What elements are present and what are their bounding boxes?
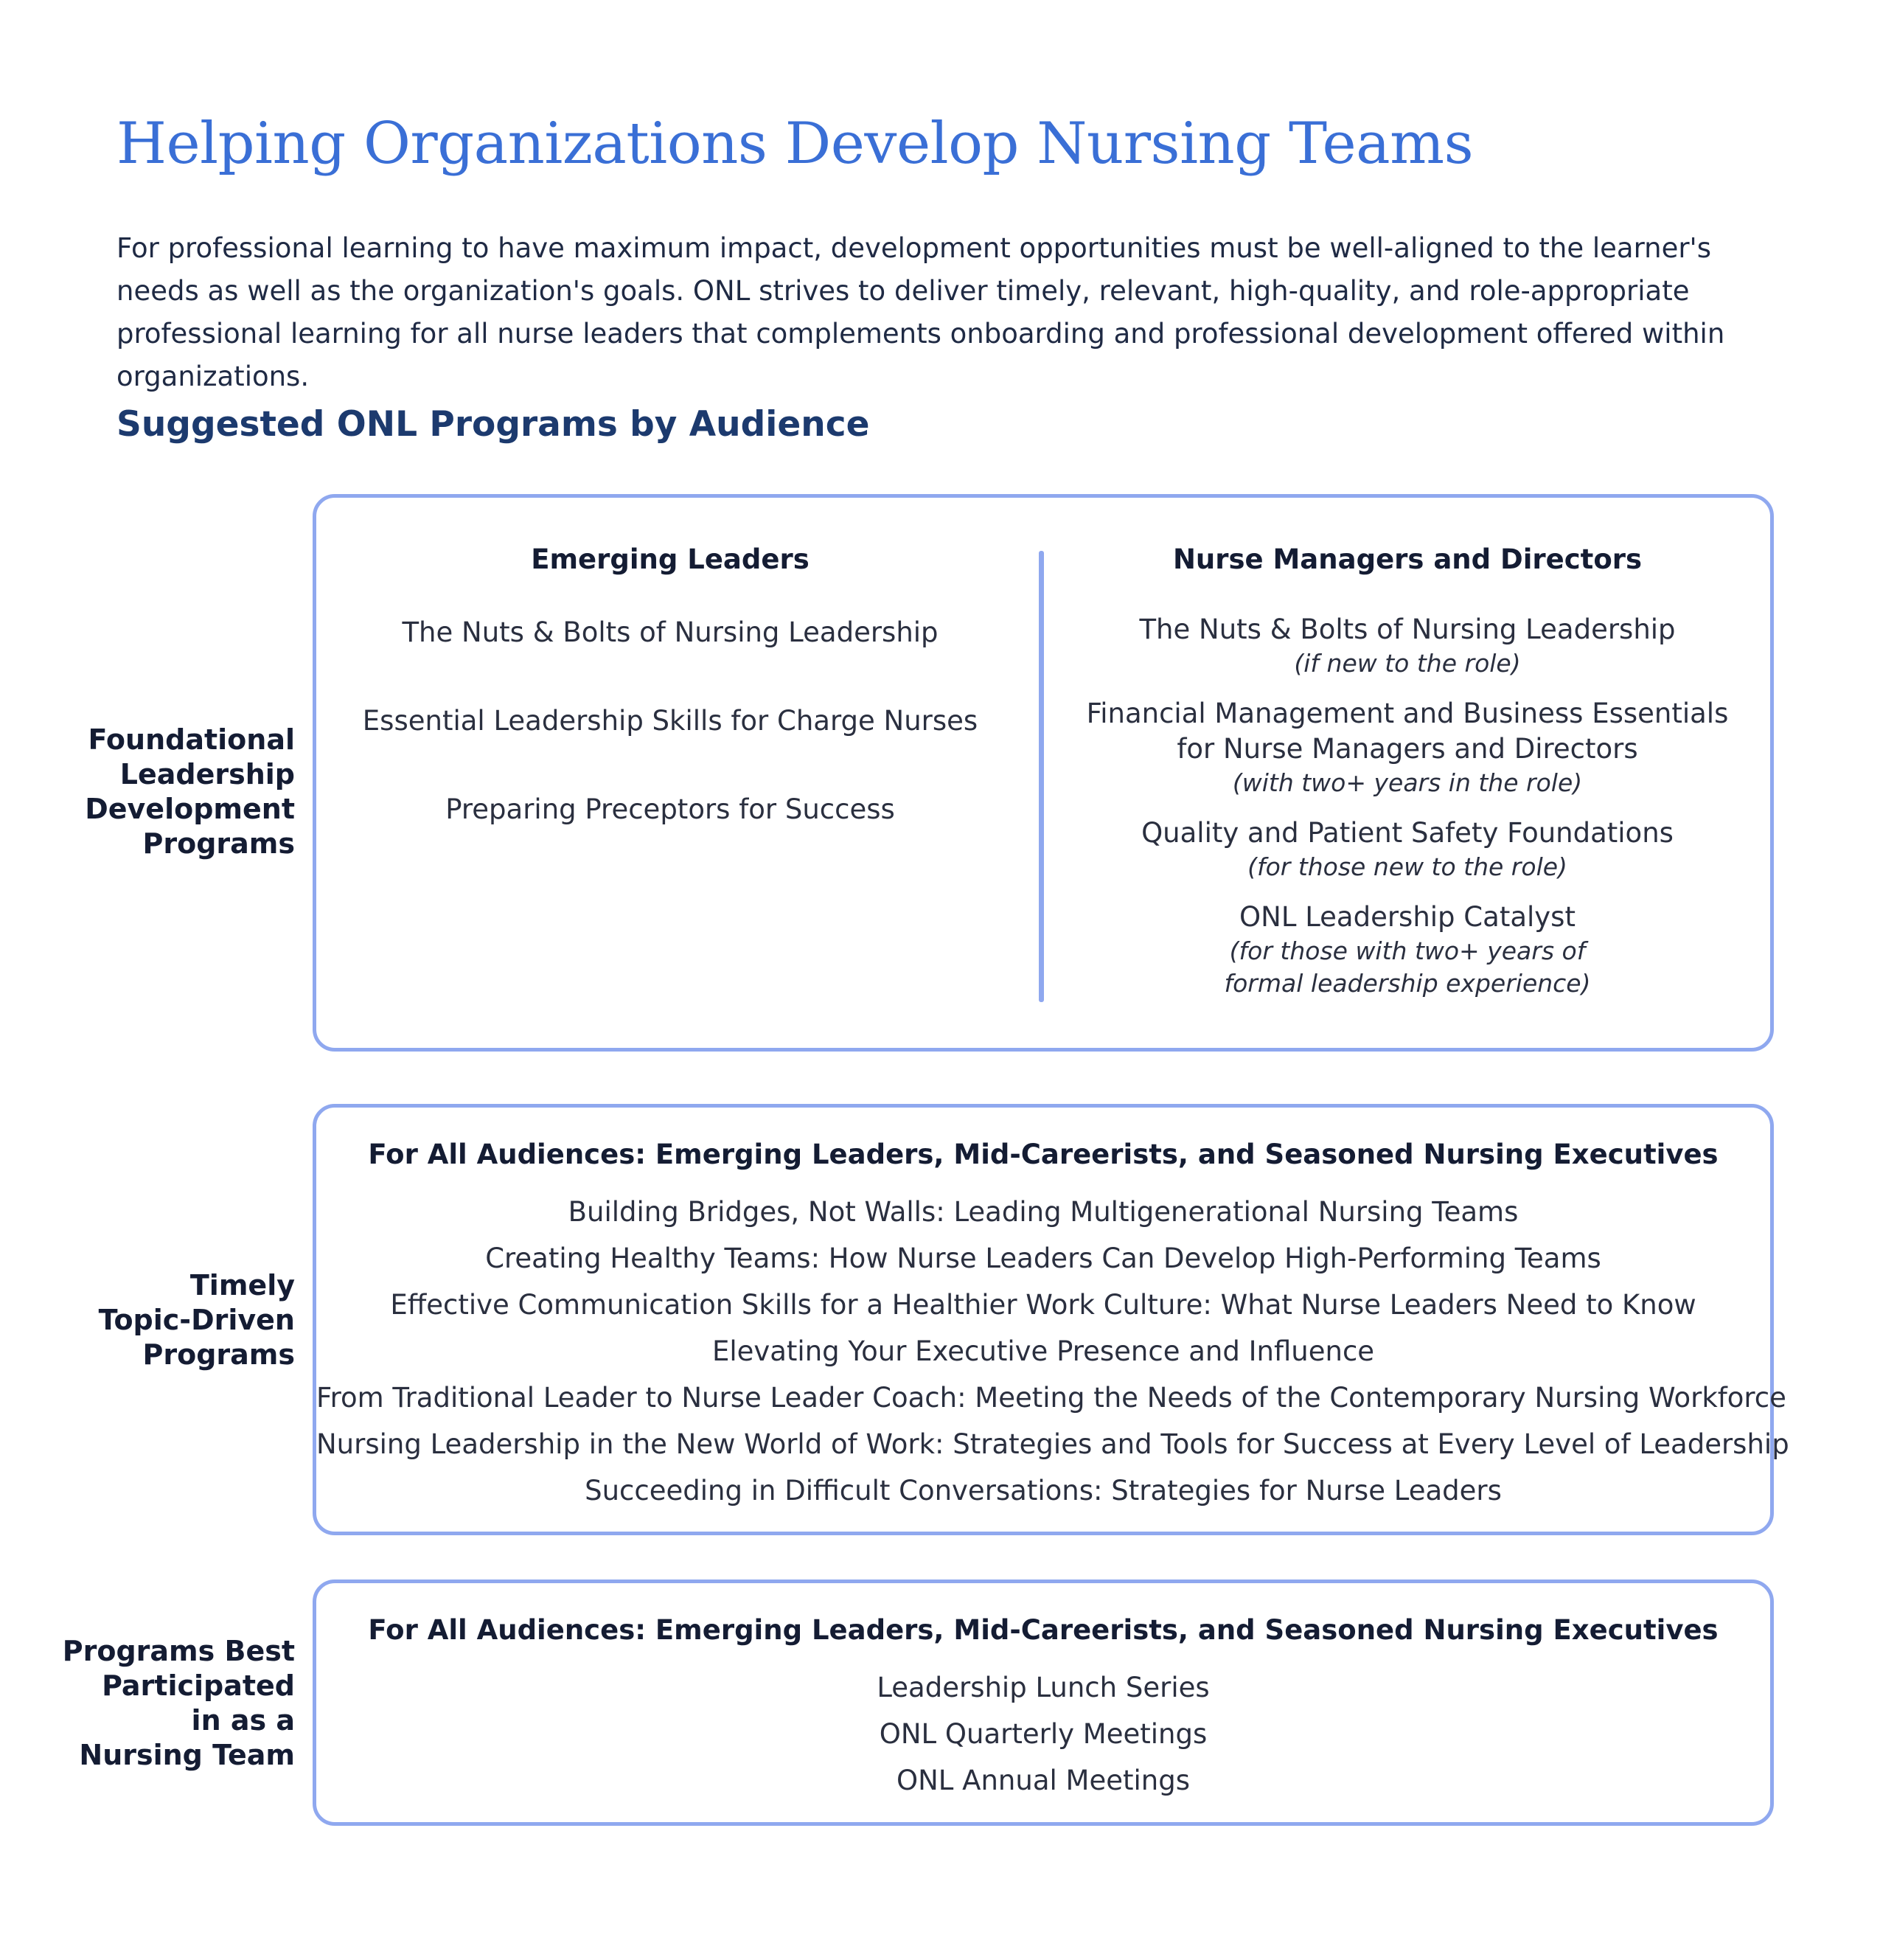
row-label-line: Foundational [88, 723, 295, 756]
row-label-line: Topic-Driven [98, 1304, 295, 1336]
program-note: (for those new to the role) [1247, 852, 1567, 881]
program-entry [1061, 612, 1754, 680]
timely-programs-box [313, 1104, 1789, 1535]
program-entry [1061, 816, 1754, 883]
program-item: Preparing Preceptors for Success [445, 793, 895, 825]
program-item: Leadership Lunch Series [877, 1672, 1210, 1703]
team-programs-box [313, 1580, 1774, 1826]
row-label-line: Timely [189, 1269, 295, 1302]
program-entry [1061, 900, 1754, 1000]
program-item: Building Bridges, Not Walls: Leading Multigenerational Nursing Teams [568, 1196, 1519, 1228]
program-note: formal leadership experience) [1224, 969, 1591, 998]
managers-directors-heading: Nurse Managers and Directors [1172, 543, 1643, 575]
intro-paragraph: For professional learning to have maximum impact, development opportunities must be well-aligned to the learner's needs as well as the organization's goals. ONL strives to deliver timely, relevant, high-quality, and role-appropriate professional learning for all nurse leaders that complements onboarding and professional development offered within organizations. [116, 232, 1725, 392]
program-note: (with two+ years in the role) [1232, 768, 1583, 797]
managers-directors-column [1061, 543, 1754, 1000]
emerging-leaders-heading: Emerging Leaders [531, 543, 810, 575]
foundational-programs-box [313, 494, 1774, 1052]
program-item: ONL Annual Meetings [896, 1765, 1190, 1796]
row-label-timely [44, 1268, 295, 1372]
program-item: The Nuts & Bolts of Nursing Leadership [402, 616, 939, 648]
row-label-line: Programs [142, 1338, 295, 1371]
program-item: Succeeding in Difficult Conversations: Strategies for Nurse Leaders [585, 1475, 1502, 1507]
program-item: From Traditional Leader to Nurse Leader Coach: Meeting the Needs of the Contemporary Nursing Workforce [316, 1382, 1786, 1414]
program-note: (if new to the role) [1294, 649, 1521, 678]
row-label-line: Development [85, 793, 295, 825]
team-audience-heading: For All Audiences: Emerging Leaders, Mid-Careerists, and Seasoned Nursing Executives [368, 1614, 1719, 1646]
program-entry [1061, 696, 1754, 799]
row-label-line: Programs [142, 827, 295, 860]
program-item: Quality and Patient Safety Foundations [1141, 817, 1674, 849]
timely-audience-heading: For All Audiences: Emerging Leaders, Mid-Careerists, and Seasoned Nursing Executives [368, 1139, 1719, 1170]
row-label-team [44, 1634, 295, 1773]
program-item: Nursing Leadership in the New World of Work: Strategies and Tools for Success at Every Level of Leadership [316, 1428, 1789, 1460]
column-divider [1039, 551, 1044, 1002]
program-item: Essential Leadership Skills for Charge Nurses [362, 705, 978, 737]
row-label-foundational [44, 723, 295, 861]
program-item: ONL Quarterly Meetings [879, 1718, 1208, 1750]
program-item: Financial Management and Business Essentials [1086, 698, 1729, 729]
program-item: Creating Healthy Teams: How Nurse Leaders Can Develop High-Performing Teams [485, 1243, 1601, 1274]
program-item: ONL Leadership Catalyst [1239, 901, 1576, 933]
timely-program-list [316, 1189, 1789, 1514]
program-note: (for those with two+ years of [1229, 936, 1586, 965]
program-item: for Nurse Managers and Directors [1177, 733, 1638, 765]
section-subheading: Suggested ONL Programs by Audience [116, 404, 870, 445]
program-item: Elevating Your Executive Presence and Influence [711, 1335, 1375, 1367]
page-title: Helping Organizations Develop Nursing Teams [116, 111, 1474, 177]
row-label-line: Participated [102, 1669, 295, 1702]
emerging-leaders-column [361, 543, 980, 827]
team-program-list [316, 1664, 1770, 1804]
row-label-line: in as a [191, 1704, 295, 1737]
row-label-line: Nursing Team [79, 1739, 295, 1771]
row-label-line: Leadership [119, 758, 295, 790]
program-item: Effective Communication Skills for a Healthier Work Culture: What Nurse Leaders Need to Know [390, 1289, 1696, 1321]
program-item: The Nuts & Bolts of Nursing Leadership [1139, 614, 1676, 645]
row-label-line: Programs Best [62, 1635, 295, 1667]
